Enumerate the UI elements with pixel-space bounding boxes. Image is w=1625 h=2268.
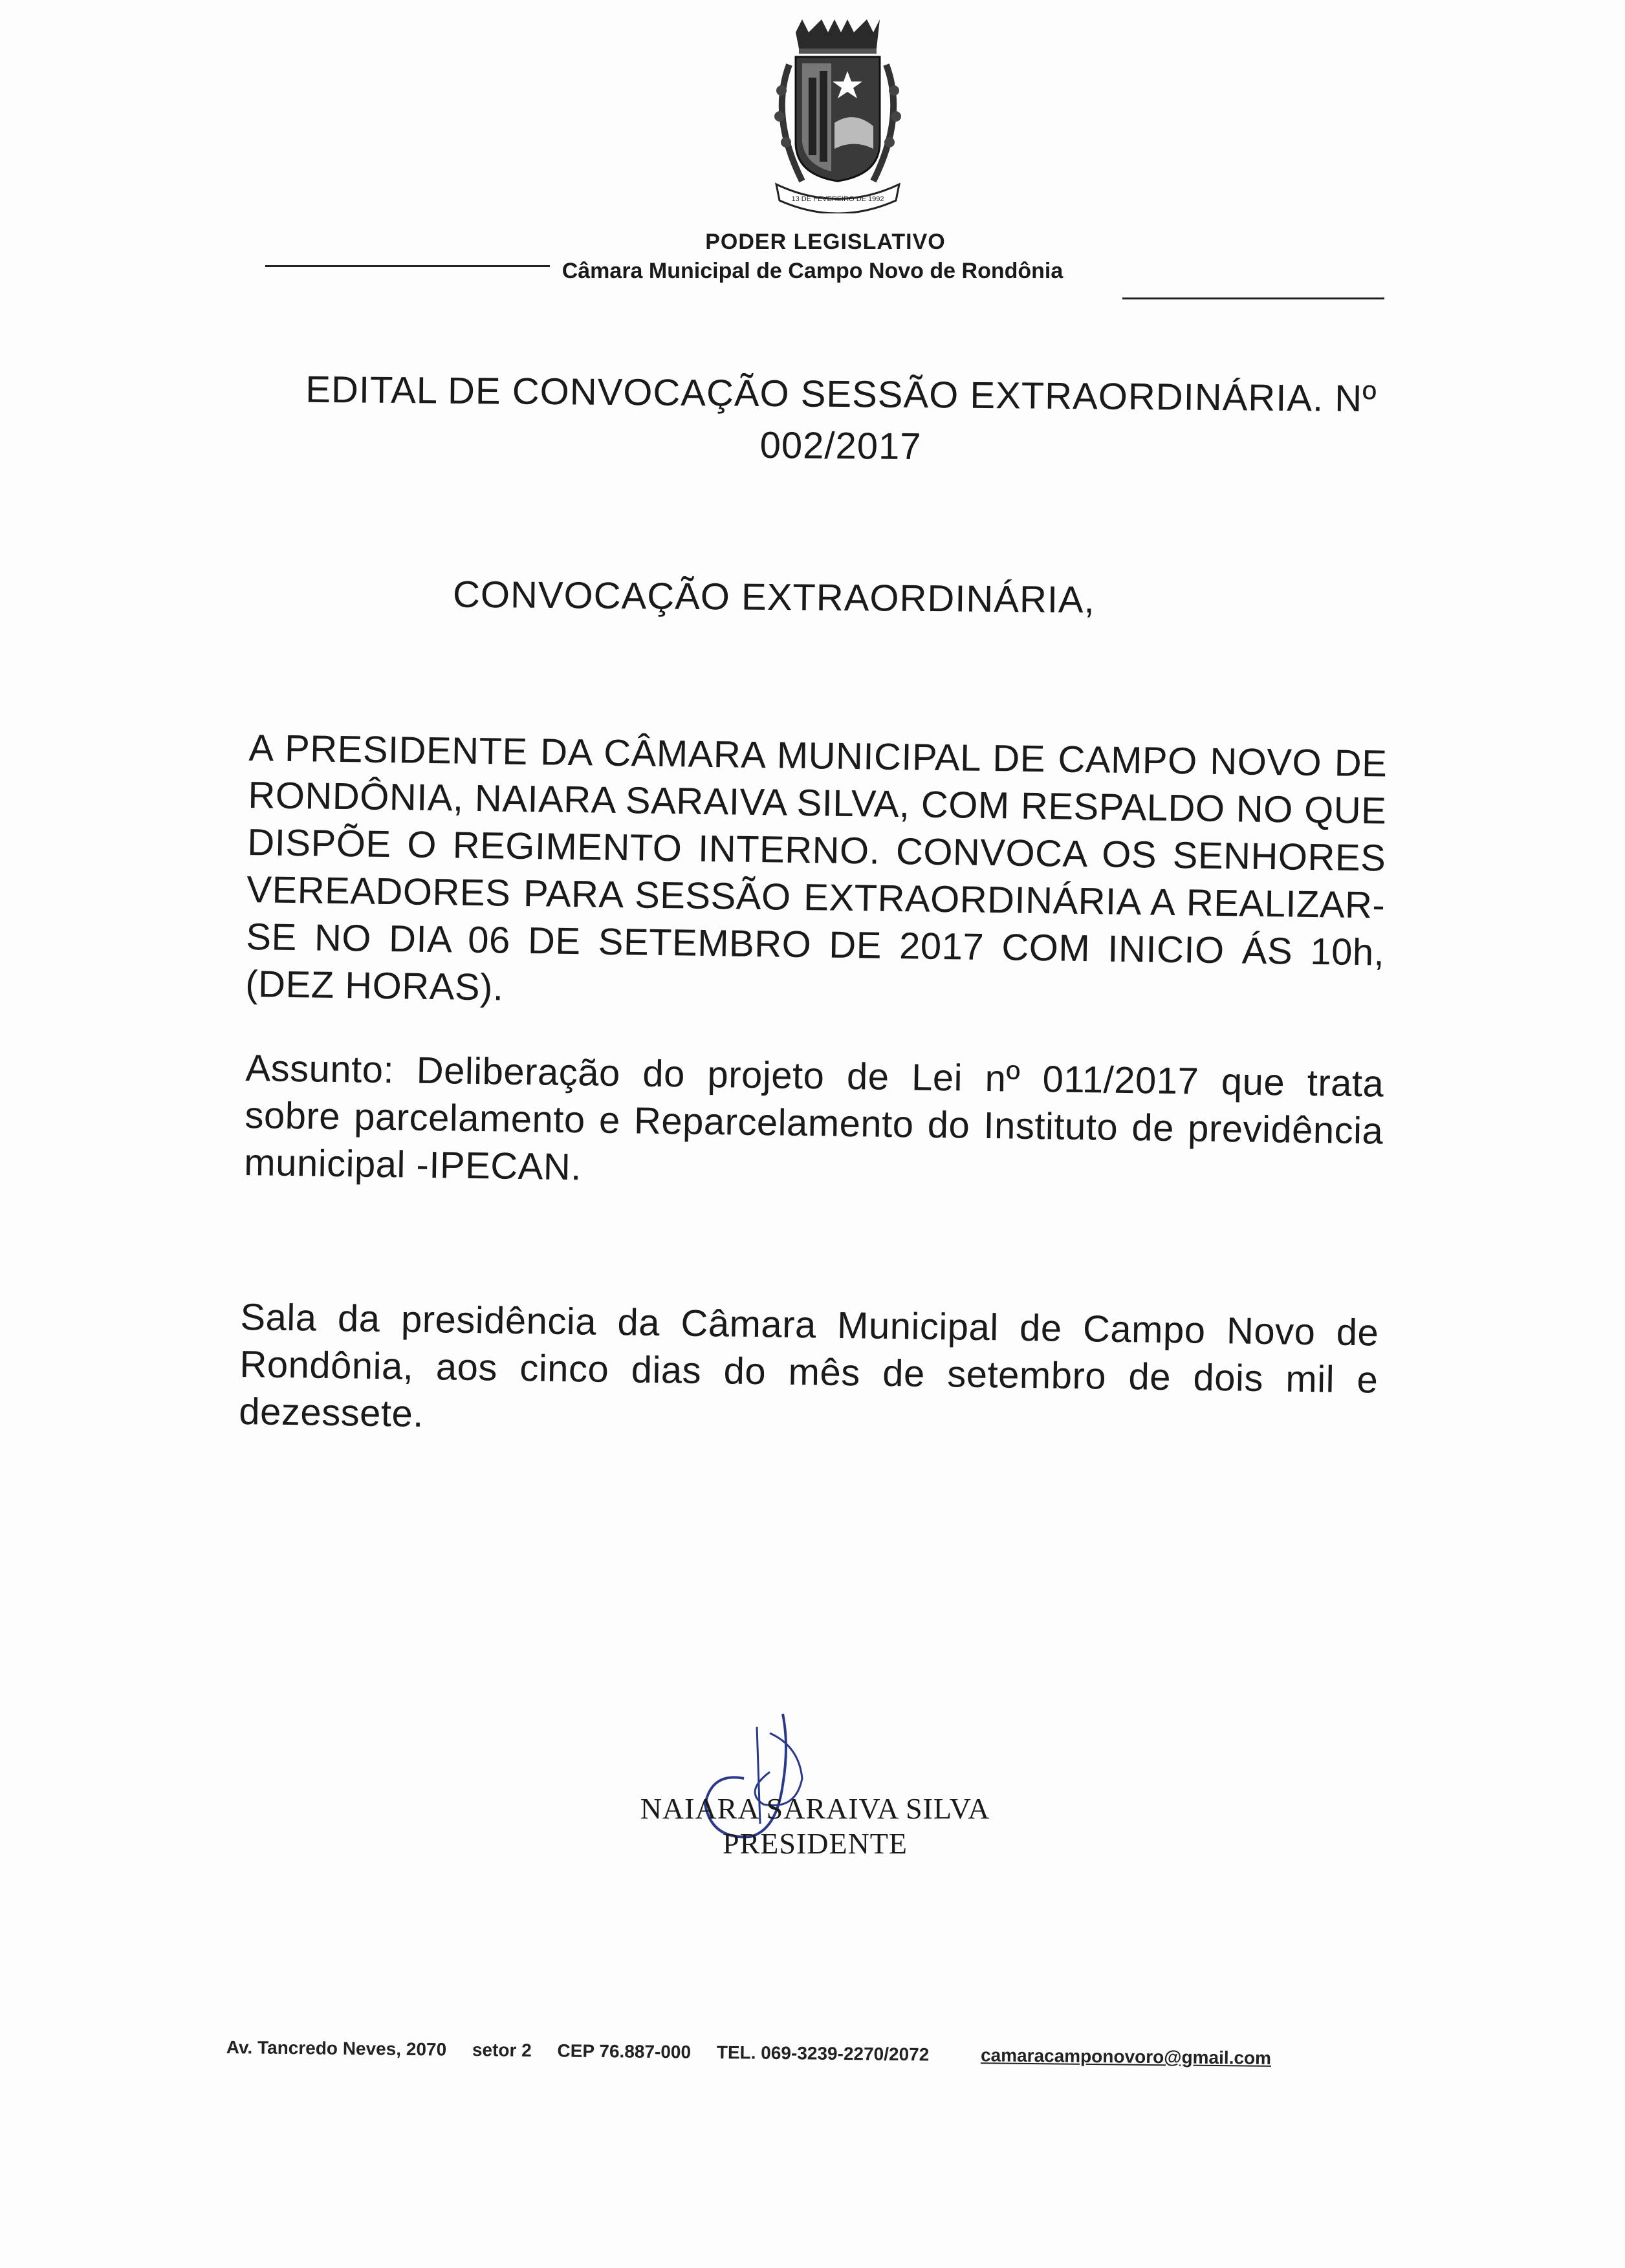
footer-address: Av. Tancredo Neves, 2070 bbox=[226, 2037, 447, 2060]
footer-phone: TEL. 069-3239-2270/2072 bbox=[716, 2042, 930, 2065]
convocation-paragraph: A PRESIDENTE DA CÂMARA MUNICIPAL DE CAMPO NOVO DE RONDÔNIA, NAIARA SARAIVA SILVA, COM RESPALDO NO QUE DISPÕE O REGIMENTO INTERNO. CONVOCA OS SENHORES VEREADORES PARA SESSÃO EXTRAORDINÁRIA A REALIZAR-SE NO DIA 06 DE SETEMBRO DE 2017 COM INICIO ÁS 10h, (DEZ HORAS). bbox=[245, 726, 1388, 1009]
letterhead-rule-right bbox=[1122, 297, 1384, 299]
letterhead-line1: PODER LEGISLATIVO bbox=[705, 230, 946, 254]
signatory-block bbox=[608, 1791, 1022, 1861]
document-title: EDITAL DE CONVOCAÇÃO SESSÃO EXTRAORDINÁRIA. Nº 002/2017 bbox=[305, 368, 1377, 468]
subject-paragraph: Assunto: Deliberação do projeto de Lei nº 011/2017 que trata sobre parcelamento e Reparcelamento do Instituto de previdência municipal -IPECAN. bbox=[243, 1046, 1384, 1189]
letterhead-rule-left bbox=[265, 265, 550, 267]
closing-paragraph: Sala da presidência da Câmara Municipal de Campo Novo de Rondônia, aos cinco dias do mês de setembro de dois mil e dezessete. bbox=[238, 1295, 1379, 1435]
letterhead bbox=[0, 230, 1625, 284]
document-subtitle: CONVOCAÇÃO EXTRAORDINÁRIA, bbox=[452, 573, 1096, 621]
footer bbox=[226, 2037, 1326, 2069]
footer-email[interactable]: camaracamponovoro@gmail.com bbox=[980, 2045, 1272, 2068]
letterhead-line2: Câmara Municipal de Campo Novo de Rondônia bbox=[562, 259, 1063, 283]
footer-cep: CEP 76.887-000 bbox=[557, 2040, 692, 2062]
signatory-name: NAIARA SARAIVA SILVA bbox=[640, 1792, 990, 1825]
municipal-crest-icon bbox=[750, 19, 919, 213]
footer-sector: setor 2 bbox=[472, 2039, 532, 2060]
crest-ribbon-text: 13 DE FEVEREIRO DE 1992 bbox=[791, 195, 884, 203]
signatory-role: PRESIDENTE bbox=[723, 1827, 908, 1860]
